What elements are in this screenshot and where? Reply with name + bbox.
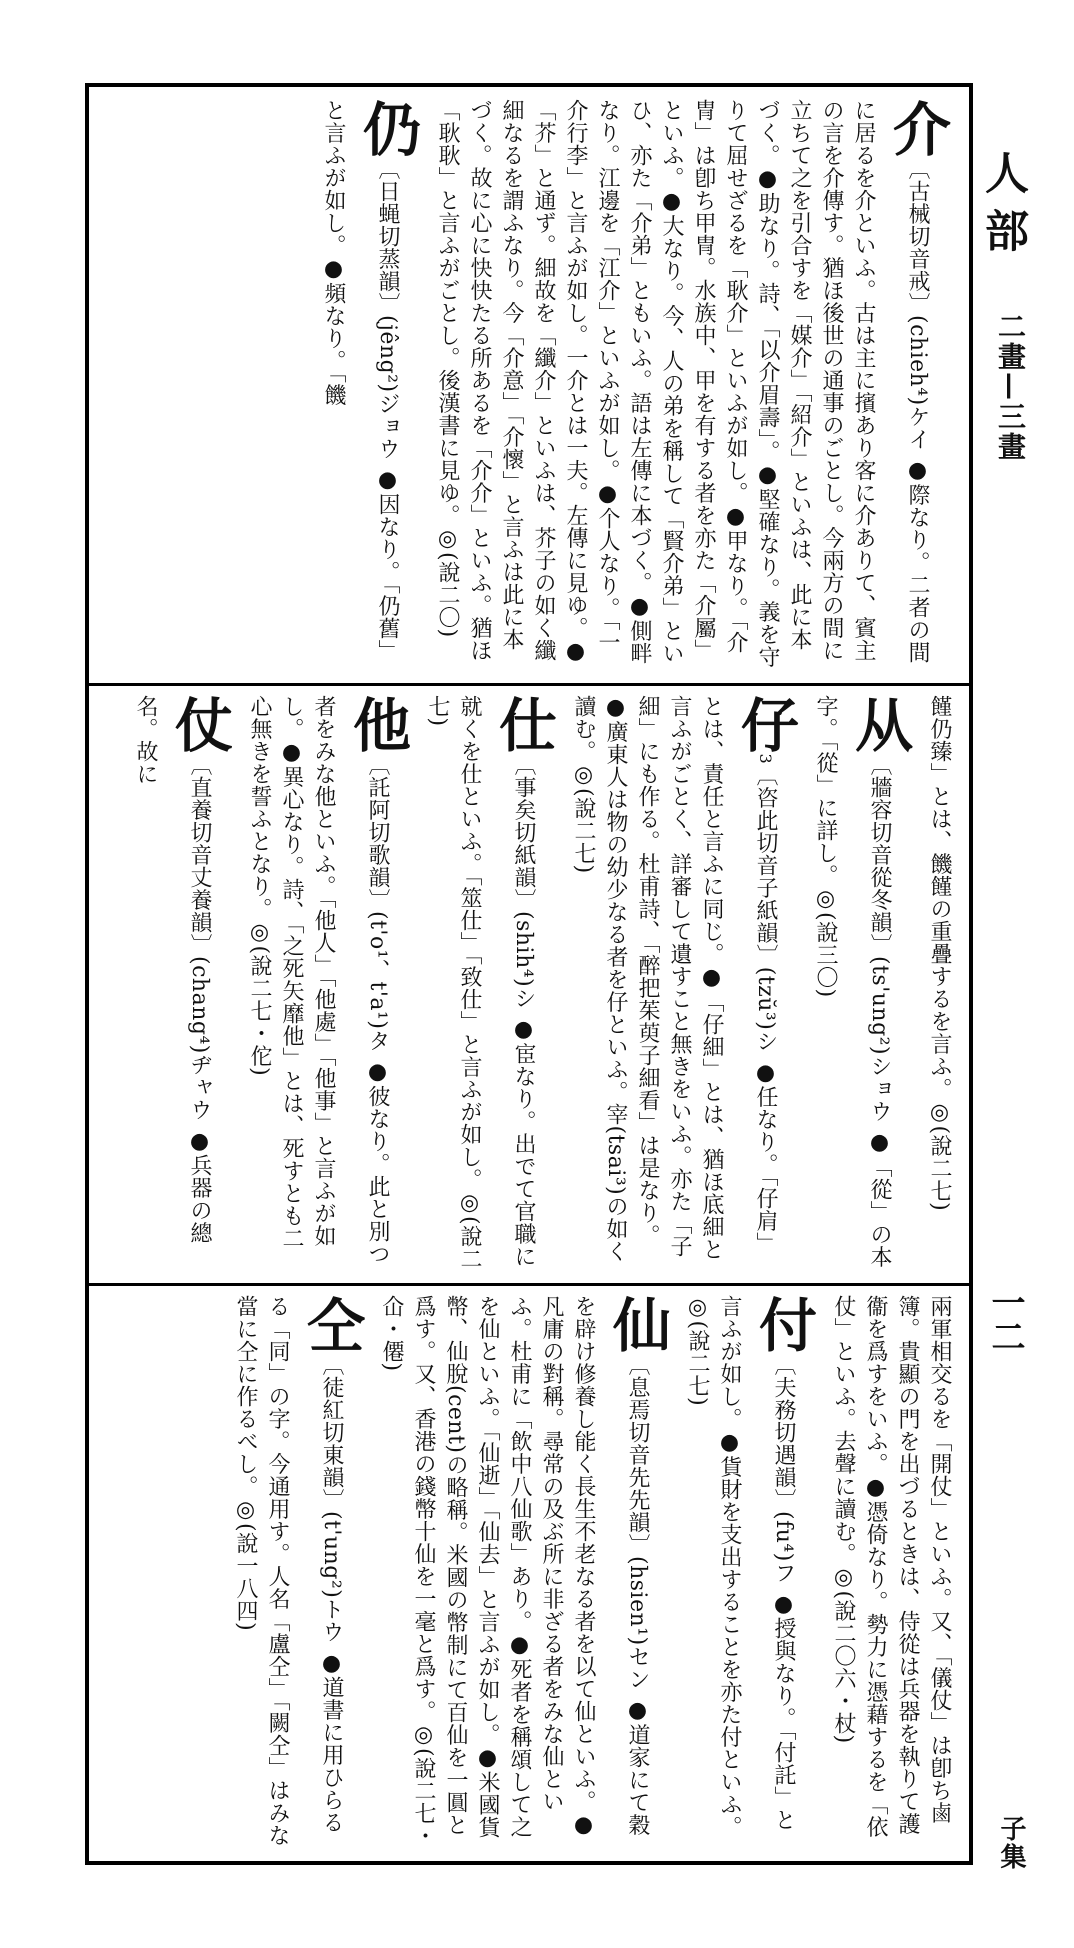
headword: 从 xyxy=(845,695,913,754)
entry-text: 〔直養切音丈養韻〕(chang⁴)ヂャウ ●兵器の總名。故に xyxy=(133,695,212,1245)
headword: 仗 xyxy=(165,695,233,754)
headword: 付 xyxy=(749,1295,817,1354)
entry-reng xyxy=(317,99,425,671)
entry-zhang xyxy=(129,695,237,1271)
headword: 仕 xyxy=(489,695,557,754)
entry-text: 〔息焉切音先先韻〕(hsien¹)セン ●道家にて穀を辟け修養し能く長生不老なる者を以て仙といふ。●凡庸の對稱。尋常の及ぶ所に非ざる者をみな仙といふ。杜甫に「飲中八仙歌」あり。●死者を稱頌して之を仙といふ。「仙逝」「仙去」と言ふが如し。●米國貨幣、仙脫(cent)の略稱。米國の幣制にて百仙を一圓と爲す。又、香港の錢幣十仙を一毫と爲す。◎(說二七・仚・僊) xyxy=(379,1295,650,1848)
entry-jie xyxy=(431,99,955,671)
entry-fu xyxy=(681,1295,821,1849)
middle-band xyxy=(89,683,969,1286)
entry-continuation: 兩軍相交るを「開仗」といふ。又、「儀仗」は卽ち鹵簿。貴顯の門を出づるときは、侍從は兵器を執りて護衞を爲すをいふ。●憑倚なり。勢力に憑藉するを「依仗」といふ。去聲に讀む。◎(說二〇六・杖) xyxy=(831,1295,952,1838)
entry-ta xyxy=(243,695,415,1271)
entry-shi xyxy=(421,695,561,1271)
entry-text: 〔日蝇切蒸韻〕(jêng²)ジョウ ●因なり。「仍舊」と言ふが如し。●頻なり。「饑 xyxy=(321,99,400,663)
headword: 他 xyxy=(343,695,411,754)
entry-text: 〔夫務切遇韻〕(fu⁴)フ ●授與なり。「付託」と言ふが如し。●貨財を支出することを亦た付といふ。◎(說二七) xyxy=(685,1295,796,1838)
page-number: 一二 xyxy=(985,1285,1025,1353)
upper-band-text xyxy=(103,99,955,671)
lower-band-text xyxy=(103,1295,955,1849)
middle-band-text xyxy=(103,695,955,1271)
headword: 仙 xyxy=(603,1295,671,1354)
entry-index: 3 xyxy=(756,753,775,765)
entry-text: 〔古械切音戒〕(chieh⁴)ケイ ●際なり。二者の間に居るを介といふ。古は主に擯あり客に介ありて、賓主の言を介傳す。猶ほ後世の通事のごとし。今兩方の間に立ちて之を引合すを「媒介」「紹介」といふは、此に本づく。●助なり。詩、「以介眉壽」。●堅確なり。義を守りて屈せざるを「耿介」といふが如し。●甲なり。「介冑」は卽ち甲冑。水族中、甲を有する者を亦た「介屬」といふ。●大なり。今、人の弟を稱して「賢介弟」といひ、亦た「介弟」ともいふ。語は左傳に本づく。●側畔なり。江邊を「江介」といふが如し。●个人なり。「一介行李」と言ふが如し。一介とは一夫。左傳に見ゆ。●「芥」と通ず。細故を「纖介」といふは、芥子の如く纖細なるを謂ふなり。今「介意」「介懷」と言ふは此に本づく。故に心に快快たる所あるを「介介」といふ。猶ほ「耿耿」と言ふがごとし。後漢書に見ゆ。◎(說二〇) xyxy=(435,99,930,668)
stroke-range: 二畫—三畫 xyxy=(994,312,1027,462)
upper-band xyxy=(89,87,969,686)
entry-zi xyxy=(567,695,803,1271)
entry-cong xyxy=(809,695,917,1271)
headword: 仝 xyxy=(297,1295,365,1354)
headword: 仔 xyxy=(731,695,799,754)
collection-label: 子集 xyxy=(996,1815,1026,1871)
entry-text: 〔託阿切歌韻〕(t'o¹、t'a¹)タ ●彼なり。此と別つ者をみな他といふ。「他人」「他處」「他事」と言ふが如し。●異心なり。詩、「之死矢靡他」とは、死すとも二心無きを誓ふとなり。◎(說二七・佗) xyxy=(247,695,390,1265)
entry-text: 〔咨此切音子紙韻〕(tzŭ³)シ ●任なり。「仔肩」とは、責任と言ふに同じ。●「仔細」とは、猶ほ底細と言ふがごとく、詳審して遺すこと無きをいふ。亦た「子細」にも作る。杜甫詩、「醉把茱萸子細看」は是なり。●廣東人は物の幼少なる者を仔といふ。宰(tsai³)の如く讀む。◎(說二七) xyxy=(571,695,778,1263)
entry-text: 〔事矣切紙韻〕(shih⁴)シ ●宦なり。出でて官職に就くを仕といふ。「筮仕」「致仕」と言ふが如し。◎(說二七) xyxy=(425,695,536,1271)
entry-xian xyxy=(375,1295,675,1849)
entry-tong xyxy=(229,1295,369,1849)
entry-continuation: 饉仍臻」とは、饑饉の重疊するを言ふ。◎(說二七) xyxy=(927,695,952,1212)
entry-text: 〔徒紅切東韻〕(t'ung²)トウ ●道書に用ひらるる「同」の字。今通用す。人名「盧仝」「闕仝」はみな當に仝に作るべし。◎(說一八四) xyxy=(233,1295,344,1847)
lower-band xyxy=(89,1283,969,1861)
radical-title: 人部 xyxy=(977,150,1028,266)
entry-text: 〔牆容切音從冬韻〕(ts'ung²)ショウ ●「從」の本字。「從」に詳し。◎(說三〇) xyxy=(813,695,892,1269)
headword: 仍 xyxy=(353,99,421,158)
headword: 介 xyxy=(883,99,951,158)
dictionary-page-frame xyxy=(85,83,973,1865)
